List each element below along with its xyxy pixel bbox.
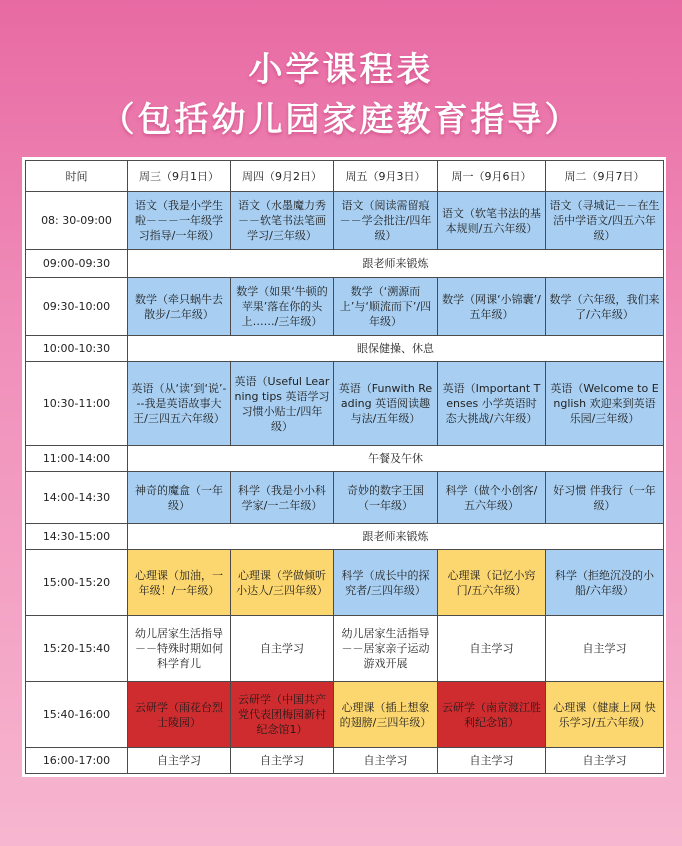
header-cell-day: 周五（9月3日） xyxy=(334,161,438,192)
time-cell: 09:30-10:00 xyxy=(26,278,128,336)
lesson-cell: 科学（成长中的探究者/三四年级） xyxy=(334,550,438,616)
lesson-cell: 奇妙的数字王国（一年级） xyxy=(334,472,438,524)
lesson-cell: 数学（如果‘牛顿的苹果’落在你的头上……/三年级） xyxy=(231,278,334,336)
lesson-cell: 心理课（健康上网 快乐学习/五六年级） xyxy=(546,682,664,748)
time-cell: 10:30-11:00 xyxy=(26,362,128,446)
lesson-cell: 云研学（南京渡江胜利纪念馆） xyxy=(438,682,546,748)
lesson-cell: 神奇的魔盒（一年级） xyxy=(128,472,231,524)
lesson-cell: 心理课（学做倾听小达人/三四年级） xyxy=(231,550,334,616)
activity-cell: 跟老师来锻炼 xyxy=(128,524,664,550)
time-cell: 11:00-14:00 xyxy=(26,446,128,472)
lesson-cell: 自主学习 xyxy=(438,616,546,682)
activity-row xyxy=(26,336,664,362)
header-cell-day: 周四（9月2日） xyxy=(231,161,334,192)
lesson-cell: 数学（六年级，我们来了/六年级） xyxy=(546,278,664,336)
lesson-row xyxy=(26,616,664,682)
lesson-cell: 自主学习 xyxy=(128,748,231,774)
lesson-row xyxy=(26,362,664,446)
time-cell: 14:30-15:00 xyxy=(26,524,128,550)
activity-row xyxy=(26,250,664,278)
lesson-cell: 云研学（雨花台烈士陵园） xyxy=(128,682,231,748)
lesson-cell: 心理课（插上想象的翅膀/三四年级） xyxy=(334,682,438,748)
lesson-cell: 科学（拒绝沉没的小船/六年级） xyxy=(546,550,664,616)
lesson-cell: 自主学习 xyxy=(546,616,664,682)
lesson-cell: 语文（寻城记－－在生活中学语文/四五六年级） xyxy=(546,192,664,250)
activity-row xyxy=(26,446,664,472)
activity-row xyxy=(26,524,664,550)
lesson-cell: 心理课（记忆小窍门/五六年级） xyxy=(438,550,546,616)
time-cell: 16:00-17:00 xyxy=(26,748,128,774)
time-cell: 10:00-10:30 xyxy=(26,336,128,362)
lesson-cell: 幼儿居家生活指导－－特殊时期如何科学育儿 xyxy=(128,616,231,682)
time-cell: 15:40-16:00 xyxy=(26,682,128,748)
header-cell-day: 周三（9月1日） xyxy=(128,161,231,192)
lesson-cell: 英语（Funwith Reading 英语阅读趣与法/五年级） xyxy=(334,362,438,446)
lesson-cell: 自主学习 xyxy=(334,748,438,774)
lesson-row xyxy=(26,550,664,616)
lesson-cell: 语文（软笔书法的基本规则/五六年级） xyxy=(438,192,546,250)
lesson-cell: 语文（我是小学生啦－－－一年级学习指导/一年级） xyxy=(128,192,231,250)
page-title: 小学课程表 xyxy=(248,50,434,90)
lesson-row xyxy=(26,472,664,524)
time-cell: 15:20-15:40 xyxy=(26,616,128,682)
lesson-row xyxy=(26,278,664,336)
lesson-cell: 数学（网课‘小锦囊’/五年级） xyxy=(438,278,546,336)
lesson-cell: 英语（Useful Learning tips 英语学习习惯小贴士/四年级） xyxy=(231,362,334,446)
activity-cell: 眼保健操、休息 xyxy=(128,336,664,362)
lesson-cell: 云研学（中国共产党代表团梅园新村纪念馆1） xyxy=(231,682,334,748)
header-cell-time: 时间 xyxy=(26,161,128,192)
lesson-cell: 幼儿居家生活指导－－居家亲子运动游戏开展 xyxy=(334,616,438,682)
lesson-cell: 数学（‘溯源而上’与‘顺流而下’/四年级） xyxy=(334,278,438,336)
lesson-cell: 自主学习 xyxy=(231,748,334,774)
schedule-table xyxy=(25,160,664,774)
time-cell: 08: 30-09:00 xyxy=(26,192,128,250)
lesson-row xyxy=(26,748,664,774)
lesson-cell: 英语（Important Tenses 小学英语时态大挑战/六年级） xyxy=(438,362,546,446)
lesson-cell: 科学（做个小创客/五六年级） xyxy=(438,472,546,524)
activity-cell: 跟老师来锻炼 xyxy=(128,250,664,278)
lesson-cell: 英语（从‘读’到‘说’---我是英语故事大王/三四五六年级） xyxy=(128,362,231,446)
lesson-cell: 好习惯 伴我行（一年级） xyxy=(546,472,664,524)
lesson-cell: 自主学习 xyxy=(546,748,664,774)
page-subtitle: （包括幼儿园家庭教育指导） xyxy=(100,100,582,140)
lesson-cell: 语文（阅读需留痕－－学会批注/四年级） xyxy=(334,192,438,250)
lesson-cell: 自主学习 xyxy=(438,748,546,774)
header-cell-day: 周二（9月7日） xyxy=(546,161,664,192)
lesson-cell: 语文（水墨魔力秀－－软笔书法笔画学习/三年级） xyxy=(231,192,334,250)
lesson-cell: 英语（Welcome to English 欢迎来到英语乐园/三年级） xyxy=(546,362,664,446)
lesson-row xyxy=(26,192,664,250)
lesson-row xyxy=(26,682,664,748)
title-block xyxy=(0,48,682,144)
time-cell: 14:00-14:30 xyxy=(26,472,128,524)
lesson-cell: 自主学习 xyxy=(231,616,334,682)
lesson-cell: 心理课（加油，一年级！/一年级） xyxy=(128,550,231,616)
header-cell-day: 周一（9月6日） xyxy=(438,161,546,192)
header-row xyxy=(26,161,664,192)
schedule-table-container xyxy=(22,157,666,777)
time-cell: 09:00-09:30 xyxy=(26,250,128,278)
activity-cell: 午餐及午休 xyxy=(128,446,664,472)
lesson-cell: 科学（我是小小科学家/一二年级） xyxy=(231,472,334,524)
lesson-cell: 数学（牵只蜗牛去散步/二年级） xyxy=(128,278,231,336)
time-cell: 15:00-15:20 xyxy=(26,550,128,616)
